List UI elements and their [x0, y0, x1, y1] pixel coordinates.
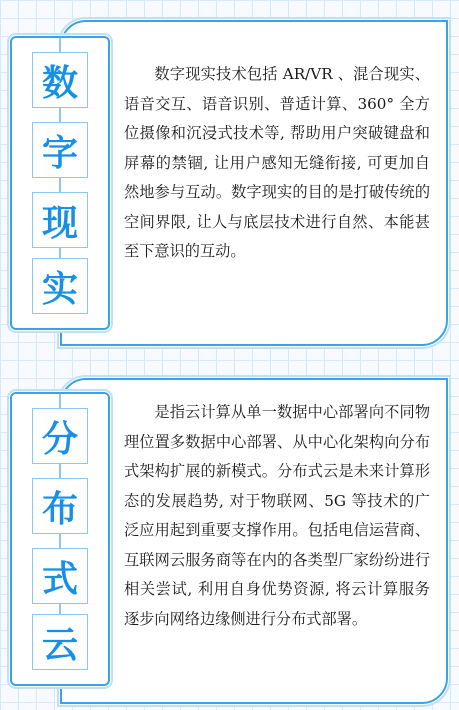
title-char: 云 [32, 614, 88, 670]
section-title-panel [10, 392, 110, 686]
connector-line [59, 394, 61, 408]
section-title-panel [10, 36, 110, 330]
connector-line [59, 108, 61, 122]
connector-line [59, 38, 61, 52]
title-char: 实 [32, 258, 88, 314]
connector-line [59, 178, 61, 192]
section-card-distributed-cloud [60, 378, 448, 704]
connector-line [59, 604, 61, 614]
title-char: 现 [32, 192, 88, 248]
connector-line [59, 534, 61, 548]
section-body [124, 398, 430, 634]
section-paragraph: 数字现实技术包括 AR/VR 、混合现实、语音交互、语音识别、普适计算、360° 全方位摄像和沉浸式技术等, 帮助用户突破键盘和屏幕的禁锢, 让用户感知无缝衔接, 可更加自然地参与互动。数字现实的目的是打破传统的空间界限, 让人与底层技术进行自然、本能甚至下意识的互动。 [124, 65, 430, 260]
title-char: 式 [32, 548, 88, 604]
connector-line [59, 248, 61, 258]
title-char: 布 [32, 478, 88, 534]
title-char: 字 [32, 122, 88, 178]
section-body [124, 60, 430, 267]
section-paragraph: 是指云计算从单一数据中心部署向不同物理位置多数据中心部署、从中心化架构向分布式架构扩展的新模式。分布式云是未来计算形态的发展趋势, 对于物联网、5G 等技术的广泛应用起到重要支撑作用。包括电信运营商、互联网云服务商等在内的各类型厂家纷纷进行相关尝试, 利用自身优势资源, 将云计算服务逐步向网络边缘侧进行分布式部署。 [124, 403, 430, 628]
section-card-digital-reality [60, 20, 448, 346]
title-char: 分 [32, 408, 88, 464]
connector-line [59, 464, 61, 478]
title-char: 数 [32, 52, 88, 108]
